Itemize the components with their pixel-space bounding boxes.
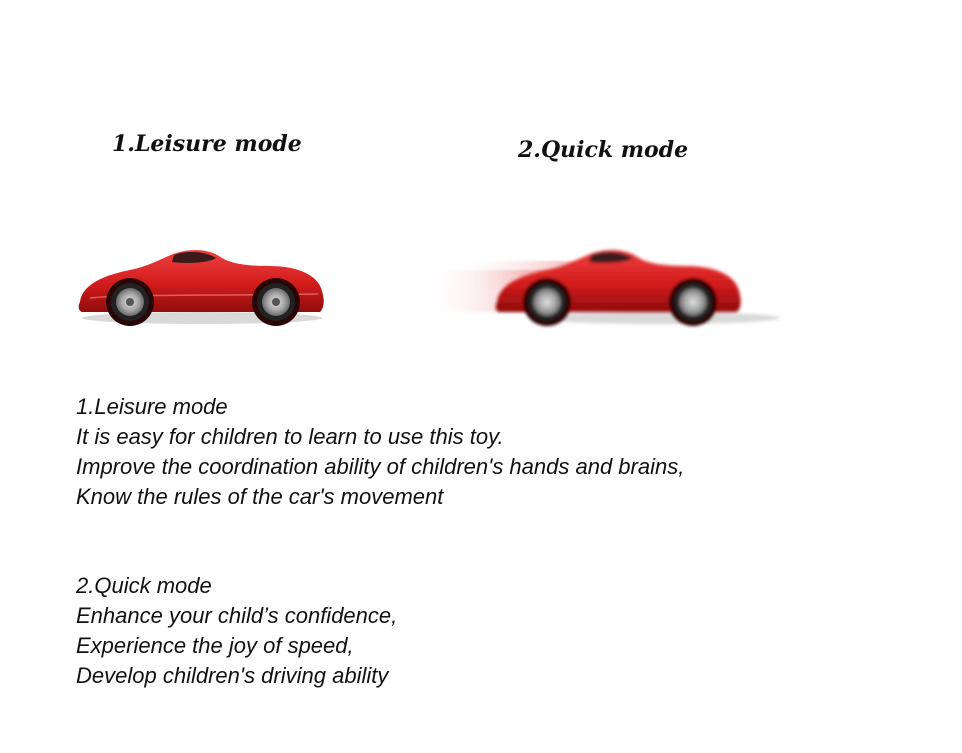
quick-mode-heading: 2.Quick mode [518,137,689,163]
leisure-mode-heading: 1.Leisure mode [112,131,302,157]
leisure-block-title: 1.Leisure mode [76,394,228,419]
quick-car-image [415,236,815,336]
leisure-car-image [70,236,335,336]
quick-line: Experience the joy of speed, [76,633,354,658]
quick-line: Enhance your child’s confidence, [76,603,398,628]
leisure-line: Improve the coordination ability of children's hands and brains, [76,454,685,479]
quick-mode-description [76,571,397,691]
leisure-line: Know the rules of the car's movement [76,484,444,509]
leisure-line: It is easy for children to learn to use this toy. [76,424,504,449]
quick-block-title: 2.Quick mode [76,573,212,598]
leisure-mode-description [76,392,684,512]
quick-line: Develop children's driving ability [76,663,389,688]
